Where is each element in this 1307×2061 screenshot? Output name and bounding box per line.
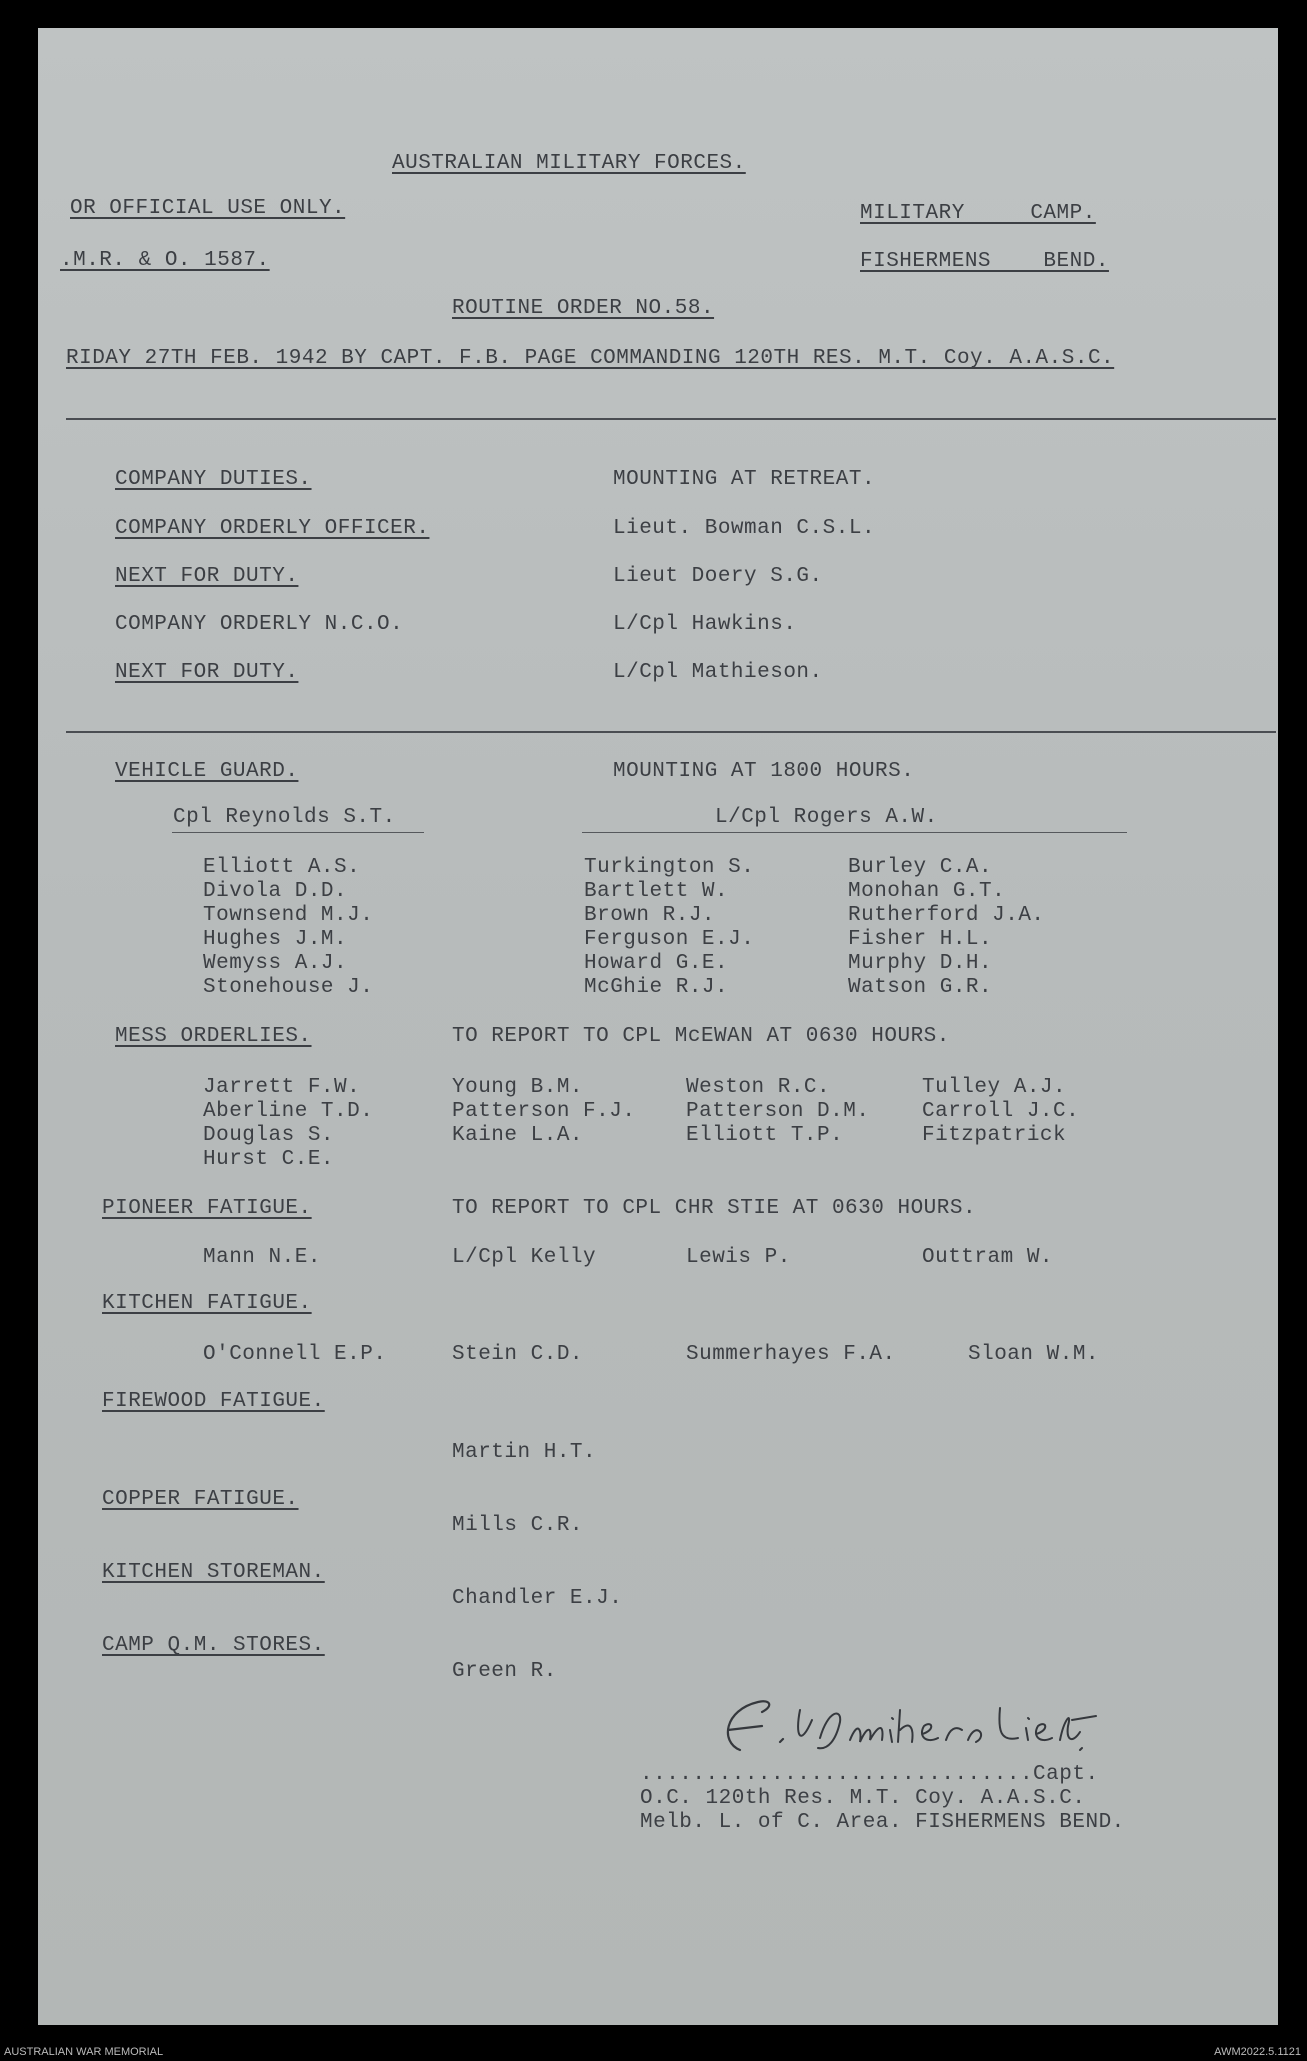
vehicle-guard-cpl: Cpl Reynolds S.T.: [173, 806, 396, 829]
mess-col4-0: Tulley A.J.: [922, 1076, 1067, 1099]
mess-col1-2: Douglas S.: [203, 1124, 335, 1147]
vehicle-guard-mounting: MOUNTING AT 1800 HOURS.: [613, 760, 915, 783]
qm-name: Green R.: [452, 1660, 557, 1683]
next-duty-label-2: NEXT FOR DUTY.: [115, 661, 299, 684]
next-duty-value: Lieut Doery S.G.: [613, 565, 823, 588]
pioneer-fatigue-label: PIONEER FATIGUE.: [102, 1197, 312, 1220]
military-camp: MILITARY CAMP.: [860, 202, 1096, 225]
guard-col2-2: Brown R.J.: [584, 904, 716, 927]
mess-orderlies-label: MESS ORDERLIES.: [115, 1025, 312, 1048]
guard-col3-2: Rutherford J.A.: [848, 904, 1045, 927]
guard-col3-3: Fisher H.L.: [848, 928, 993, 951]
divider: [66, 731, 1276, 733]
mess-col2-1: Patterson F.J.: [452, 1100, 636, 1123]
firewood-fatigue-label: FIREWOOD FATIGUE.: [102, 1390, 325, 1413]
vehicle-guard-lcpl: L/Cpl Rogers A.W.: [715, 806, 938, 829]
pioneer-report: TO REPORT TO CPL CHR STIE AT 0630 HOURS.: [452, 1197, 977, 1220]
copper-name: Mills C.R.: [452, 1514, 584, 1537]
underline: [172, 832, 424, 833]
pioneer-name-1: L/Cpl Kelly: [452, 1246, 597, 1269]
kitchen-name-1: Stein C.D.: [452, 1343, 584, 1366]
date-line: RIDAY 27TH FEB. 1942 BY CAPT. F.B. PAGE COMMANDING 120TH RES. M.T. Coy. A.A.S.C.: [66, 347, 1115, 370]
guard-col2-1: Bartlett W.: [584, 880, 729, 903]
guard-col1-4: Wemyss A.J.: [203, 952, 348, 975]
mro-number: .M.R. & O. 1587.: [60, 249, 270, 272]
pioneer-name-3: Outtram W.: [922, 1246, 1054, 1269]
footer-credit: AUSTRALIAN WAR MEMORIAL: [4, 2046, 164, 2058]
mess-col1-1: Aberline T.D.: [203, 1100, 374, 1123]
signature-capt-line: ..............................Capt.: [640, 1763, 1099, 1786]
storeman-name: Chandler E.J.: [452, 1587, 623, 1610]
next-duty-label: NEXT FOR DUTY.: [115, 565, 299, 588]
guard-col1-1: Divola D.D.: [203, 880, 348, 903]
next-duty-value-2: L/Cpl Mathieson.: [613, 661, 823, 684]
camp-location: FISHERMENS BEND.: [860, 250, 1109, 273]
underline: [582, 832, 1127, 833]
guard-col2-0: Turkington S.: [584, 856, 755, 879]
guard-col1-5: Stonehouse J.: [203, 976, 374, 999]
guard-col3-4: Murphy D.H.: [848, 952, 993, 975]
mess-col2-0: Young B.M.: [452, 1076, 584, 1099]
mess-col2-2: Kaine L.A.: [452, 1124, 584, 1147]
guard-col2-5: McGhie R.J.: [584, 976, 729, 999]
mess-col3-2: Elliott T.P.: [686, 1124, 844, 1147]
pioneer-name-2: Lewis P.: [686, 1246, 791, 1269]
mess-col1-0: Jarrett F.W.: [203, 1076, 361, 1099]
kitchen-fatigue-label: KITCHEN FATIGUE.: [102, 1292, 312, 1315]
footer-reference: AWM2022.5.1121: [1214, 2046, 1301, 2058]
kitchen-storeman-label: KITCHEN STOREMAN.: [102, 1561, 325, 1584]
orderly-nco-value: L/Cpl Hawkins.: [613, 613, 797, 636]
mess-col3-1: Patterson D.M.: [686, 1100, 870, 1123]
firewood-name: Martin H.T.: [452, 1441, 597, 1464]
kitchen-name-2: Summerhayes F.A.: [686, 1343, 896, 1366]
signature-area-line: Melb. L. of C. Area. FISHERMENS BEND.: [640, 1811, 1125, 1834]
mess-col3-0: Weston R.C.: [686, 1076, 831, 1099]
guard-col3-0: Burley C.A.: [848, 856, 993, 879]
copper-fatigue-label: COPPER FATIGUE.: [102, 1488, 299, 1511]
guard-col1-2: Townsend M.J.: [203, 904, 374, 927]
vehicle-guard-label: VEHICLE GUARD.: [115, 760, 299, 783]
official-use: OR OFFICIAL USE ONLY.: [70, 197, 346, 220]
guard-col2-4: Howard G.E.: [584, 952, 729, 975]
orderly-officer-label: COMPANY ORDERLY OFFICER.: [115, 517, 430, 540]
kitchen-name-3: Sloan W.M.: [968, 1343, 1100, 1366]
company-duties-label: COMPANY DUTIES.: [115, 468, 312, 491]
orderly-nco-label: COMPANY ORDERLY N.C.O.: [115, 613, 404, 636]
guard-col3-5: Watson G.R.: [848, 976, 993, 999]
guard-col1-3: Hughes J.M.: [203, 928, 348, 951]
guard-col2-3: Ferguson E.J.: [584, 928, 755, 951]
mess-col4-1: Carroll J.C.: [922, 1100, 1080, 1123]
signature-oc-line: O.C. 120th Res. M.T. Coy. A.A.S.C.: [640, 1787, 1086, 1810]
divider: [66, 418, 1276, 420]
mess-report: TO REPORT TO CPL McEWAN AT 0630 HOURS.: [452, 1025, 950, 1048]
mess-col4-2: Fitzpatrick: [922, 1124, 1067, 1147]
pioneer-name-0: Mann N.E.: [203, 1246, 321, 1269]
kitchen-name-0: O'Connell E.P.: [203, 1343, 387, 1366]
company-duties-value: MOUNTING AT RETREAT.: [613, 468, 876, 491]
doc-title: AUSTRALIAN MILITARY FORCES.: [392, 152, 746, 175]
mess-col1-3: Hurst C.E.: [203, 1148, 335, 1171]
routine-order-title: ROUTINE ORDER NO.58.: [452, 297, 715, 320]
guard-col1-0: Elliott A.S.: [203, 856, 361, 879]
orderly-officer-value: Lieut. Bowman C.S.L.: [613, 517, 876, 540]
footer-bar: [0, 2043, 1307, 2061]
camp-qm-stores-label: CAMP Q.M. STORES.: [102, 1634, 325, 1657]
guard-col3-1: Monohan G.T.: [848, 880, 1006, 903]
